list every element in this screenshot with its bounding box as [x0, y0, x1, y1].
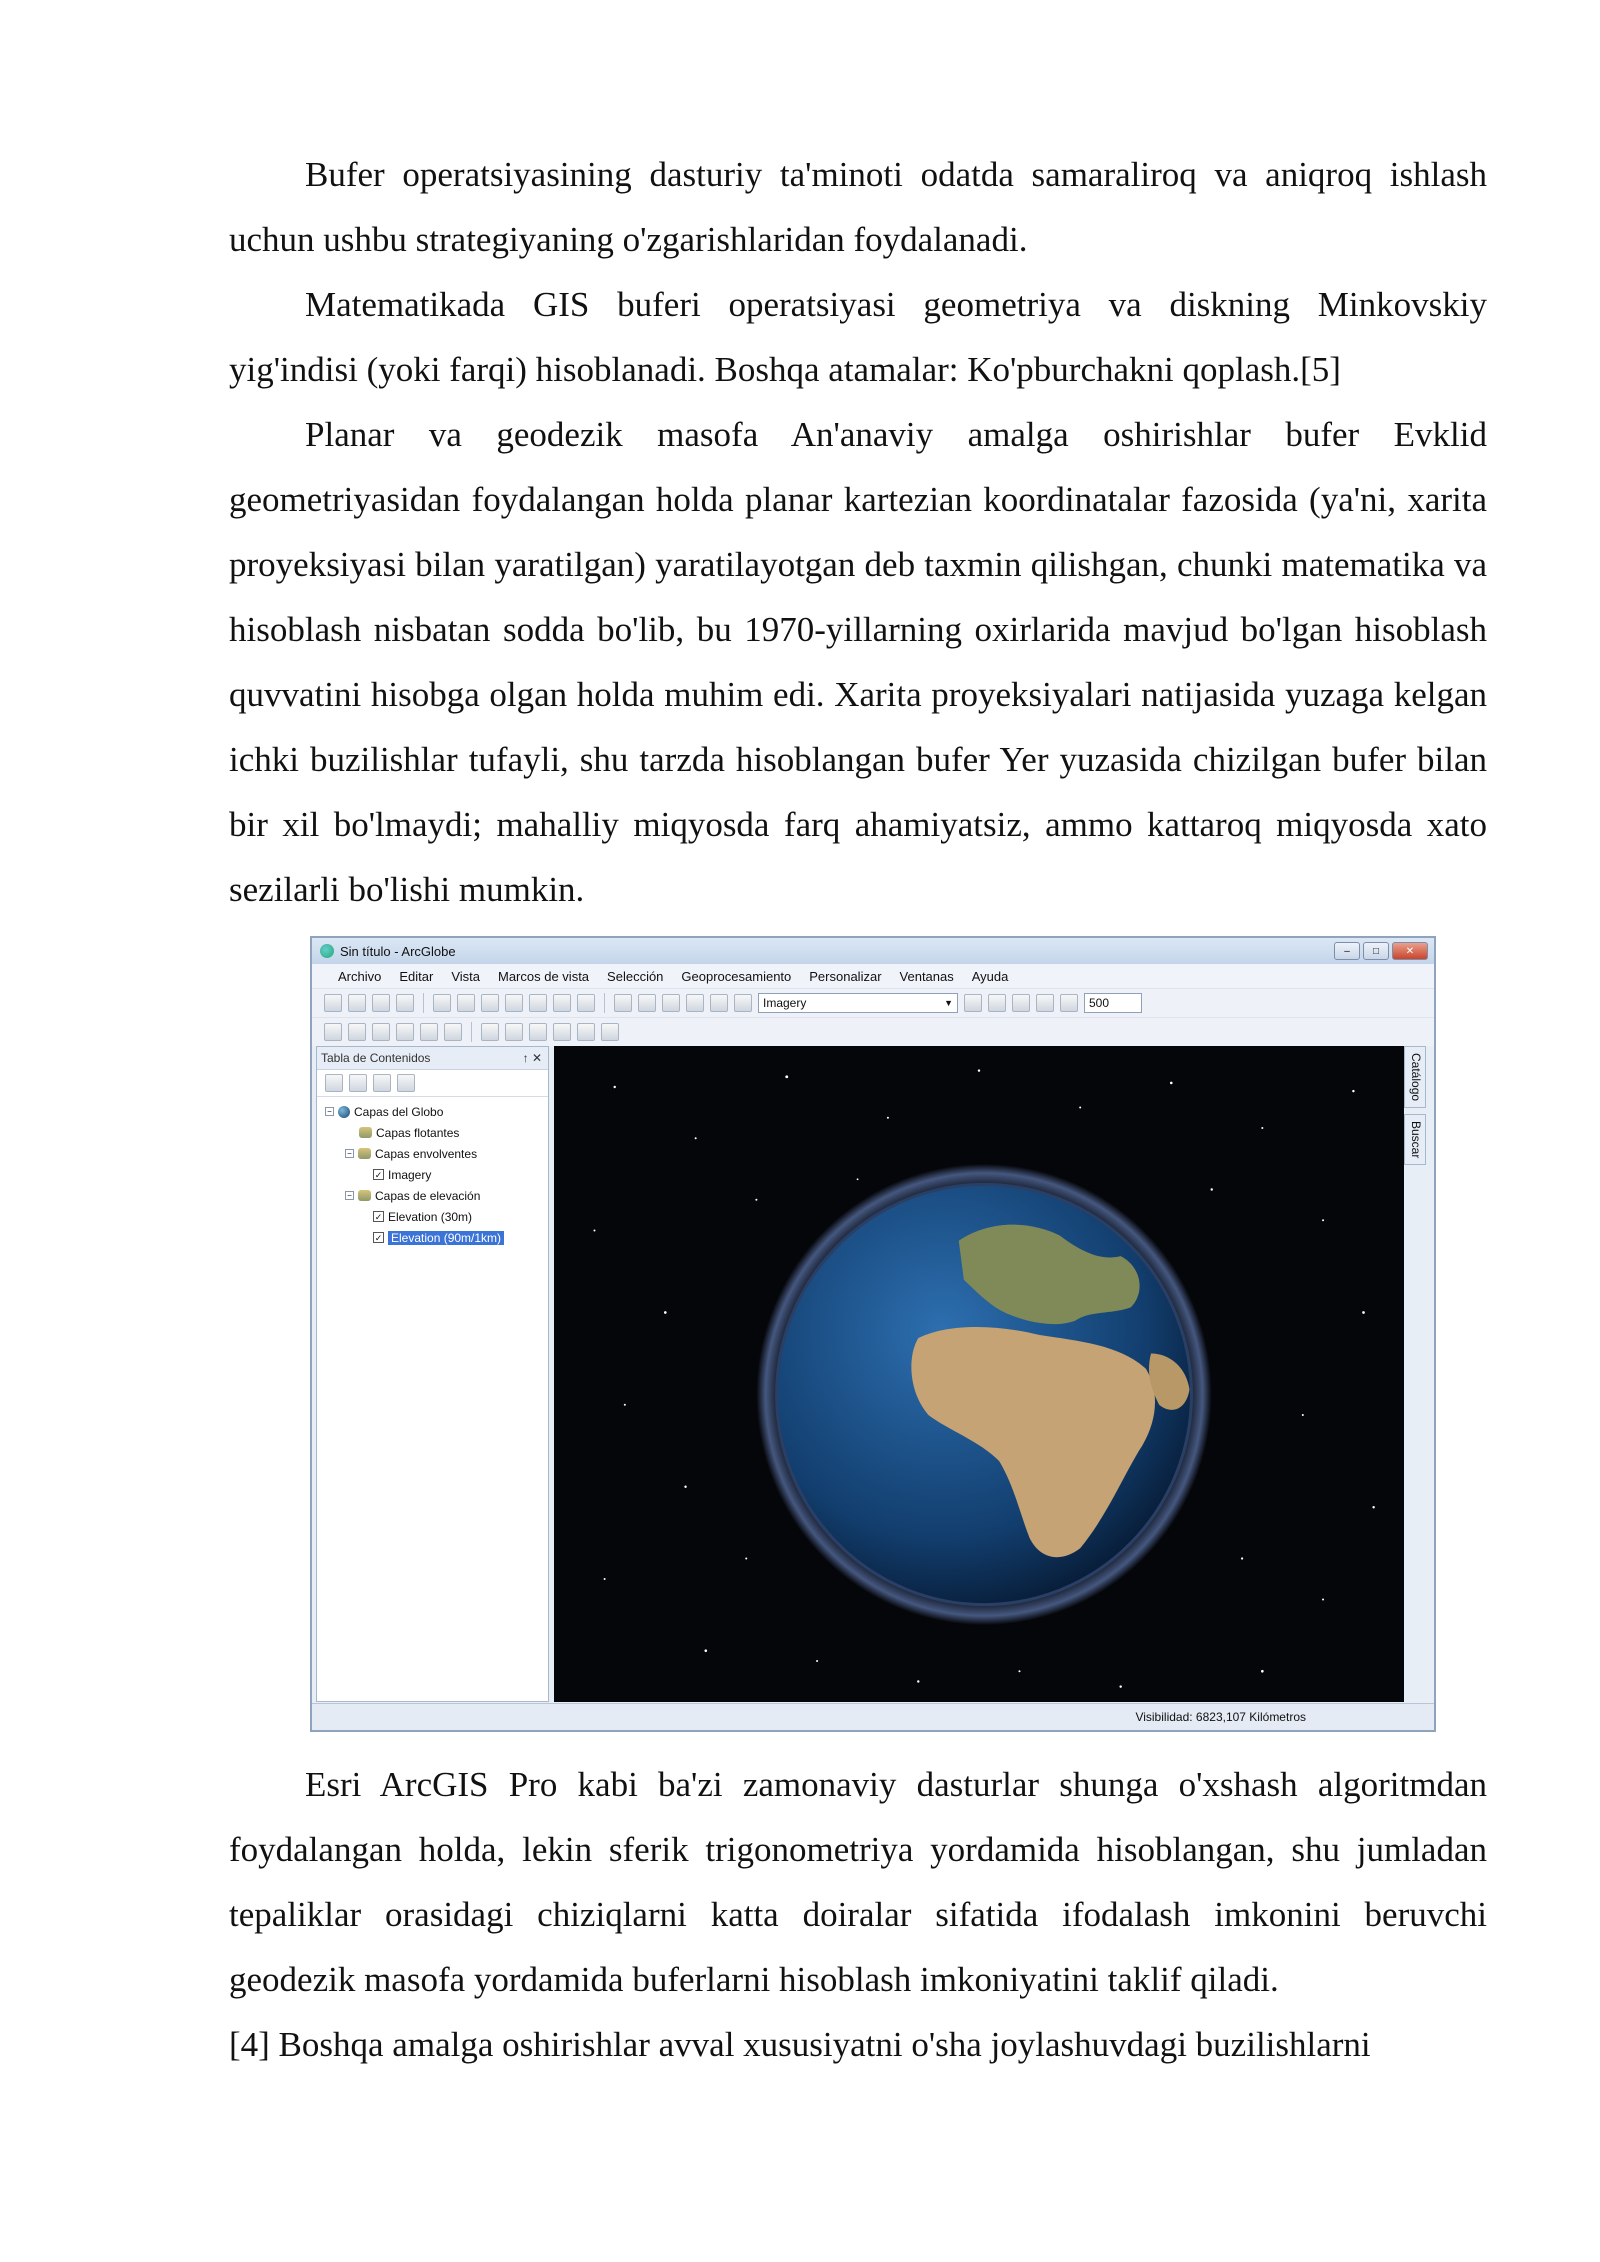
collapse-icon[interactable]: − [345, 1191, 354, 1200]
menu-item-archivo[interactable]: Archivo [338, 968, 382, 984]
tree-item-label-selected: Elevation (90m/1km) [388, 1231, 504, 1245]
navigate-icon[interactable] [324, 1023, 342, 1041]
body-text-bottom [229, 1752, 1487, 2077]
paragraph: Matematikada GIS buferi operatsiyasi geometriya va diskning Minkovskiy yig'indisi (yoki farqi) hisoblanadi. Boshqa atamalar: Ko'pburchakni qoplash.[5] [229, 285, 1487, 389]
chevron-down-icon[interactable]: ▼ [944, 998, 953, 1008]
tree-item-imagery[interactable] [321, 1164, 544, 1185]
minimize-button[interactable]: – [1334, 942, 1360, 960]
paragraph: [4] Boshqa amalga oshirishlar avval xususiyatni o'sha joylashuvdagi buzilishlarni [229, 2025, 1371, 2064]
tree-item-label: Capas del Globo [354, 1104, 444, 1119]
tree-item-elevation-90m[interactable] [321, 1227, 544, 1248]
tree-item-draped-layers[interactable] [321, 1143, 544, 1164]
copy-icon[interactable] [457, 994, 475, 1012]
open-folder-icon[interactable] [348, 994, 366, 1012]
undo-icon[interactable] [529, 994, 547, 1012]
checkbox-checked-icon[interactable]: ✓ [374, 1233, 383, 1243]
tree-item-elevation-30m[interactable] [321, 1206, 544, 1227]
layer-tool-icon[interactable] [1060, 994, 1078, 1012]
layer-tool-icon[interactable] [988, 994, 1006, 1012]
tree-item-globe-layers[interactable] [321, 1101, 544, 1122]
model-builder-icon[interactable] [734, 994, 752, 1012]
menu-item-marcos-de-vista[interactable]: Marcos de vista [498, 968, 590, 984]
close-button[interactable]: ✕ [1392, 942, 1428, 960]
checkbox-checked-icon[interactable]: ✓ [374, 1212, 383, 1222]
paste-icon[interactable] [481, 994, 499, 1012]
list-by-selection-icon[interactable] [397, 1074, 415, 1092]
tree-item-label: Capas envolventes [375, 1146, 478, 1161]
main-content [316, 1046, 1430, 1702]
collapse-icon[interactable]: − [325, 1107, 334, 1116]
layer-tree [317, 1097, 548, 1252]
globe-viewer[interactable] [554, 1046, 1404, 1702]
toc-window-icon[interactable] [614, 994, 632, 1012]
table-icon[interactable] [601, 1023, 619, 1041]
tree-item-label: Capas flotantes [376, 1125, 460, 1140]
menu-item-personalizar[interactable]: Personalizar [809, 968, 882, 984]
body-text-top [229, 142, 1487, 922]
tree-item-label: Elevation (30m) [388, 1209, 473, 1224]
toolbar-separator [604, 993, 605, 1013]
tab-search[interactable]: Buscar [1404, 1114, 1426, 1165]
arcglobe-app-icon [320, 944, 334, 958]
python-window-icon[interactable] [710, 994, 728, 1012]
cut-icon[interactable] [433, 994, 451, 1012]
layer-tool-icon[interactable] [1036, 994, 1054, 1012]
window-titlebar [312, 938, 1434, 964]
tree-item-label: Imagery [388, 1167, 432, 1182]
redo-icon[interactable] [553, 994, 571, 1012]
full-extent-icon[interactable] [420, 1023, 438, 1041]
add-data-icon[interactable] [577, 994, 595, 1012]
menu-item-ayuda[interactable]: Ayuda [971, 968, 1009, 984]
paragraph: Esri ArcGIS Pro kabi ba'zi zamonaviy dasturlar shunga o'xshash algoritmdan foydalangan holda, lekin sferik trigonometriya yordamida hisoblangan, shu jumladan tepaliklar orasidagi chiziqlarni katta doiralar sifatida ifodalash imkonini beruvchi geodezik masofa yordamida buferlarni hisoblash imkoniyatini taklif qiladi. [229, 1765, 1487, 1999]
maximize-button[interactable]: □ [1363, 942, 1389, 960]
checkbox-checked-icon[interactable]: ✓ [374, 1170, 383, 1180]
search-window-icon[interactable] [662, 994, 680, 1012]
list-by-visibility-icon[interactable] [373, 1074, 391, 1092]
list-by-source-icon[interactable] [349, 1074, 367, 1092]
measure-icon[interactable] [553, 1023, 571, 1041]
print-icon[interactable] [396, 994, 414, 1012]
paragraph: Bufer operatsiyasining dasturiy ta'minoti odatda samaraliroq va aniqroq ishlash uchun ushbu strategiyaning o'zgarishlaridan foydalanadi. [229, 155, 1487, 259]
globe-scene [554, 1046, 1404, 1702]
identify-icon[interactable] [505, 1023, 523, 1041]
toolbar-separator [471, 1022, 472, 1042]
layer-tool-icon[interactable] [1012, 994, 1030, 1012]
layer-group-icon [358, 1148, 371, 1159]
new-document-icon[interactable] [324, 994, 342, 1012]
toolbar-separator [423, 993, 424, 1013]
tools-toolbar [312, 1017, 1434, 1046]
fly-icon[interactable] [372, 1023, 390, 1041]
scale-value: 500 [1089, 996, 1110, 1010]
layer-combo[interactable] [758, 993, 958, 1013]
scale-input[interactable] [1084, 993, 1142, 1013]
center-on-target-icon[interactable] [396, 1023, 414, 1041]
table-of-contents [316, 1046, 549, 1702]
find-icon[interactable] [529, 1023, 547, 1041]
menu-item-geoprocesamiento[interactable]: Geoprocesamiento [681, 968, 792, 984]
tree-item-elevation-layers[interactable] [321, 1185, 544, 1206]
arcglobe-window [310, 936, 1436, 1732]
globe-icon [338, 1106, 350, 1118]
standard-toolbar [312, 988, 1434, 1017]
window-controls [1334, 942, 1428, 960]
list-by-drawing-order-icon[interactable] [325, 1074, 343, 1092]
menu-item-seleccion[interactable]: Selección [607, 968, 664, 984]
select-icon[interactable] [481, 1023, 499, 1041]
tab-catalog[interactable]: Catálogo [1404, 1046, 1426, 1108]
hyperlink-icon[interactable] [577, 1023, 595, 1041]
toc-header [317, 1047, 548, 1070]
pin-close-icon[interactable]: ↑ ✕ [522, 1051, 542, 1065]
visibility-readout: Visibilidad: 6823,107 Kilómetros [1135, 1710, 1306, 1724]
layer-combo-value: Imagery [763, 996, 807, 1010]
menu-item-vista[interactable]: Vista [451, 968, 480, 984]
save-icon[interactable] [372, 994, 390, 1012]
paragraph: Planar va geodezik masofa An'anaviy amalga oshirishlar bufer Evklid geometriyasidan foydalangan holda planar kartezian koordinatalar fazosida (ya'ni, xarita proyeksiyasi bilan yaratilgan) yaratilayotgan deb taxmin qilishgan, chunki matematika va hisoblash nisbatan sodda bo'lib, bu 1970-yillarning oxirlarida mavjud bo'lgan hisoblash quvvatini hisobga olgan holda muhim edi. Xarita proyeksiyalari natijasida yuzaga kelgan ichki buzilishlar tufayli, shu tarzda hisoblangan bufer Yer yuzasida chizilgan bufer bilan bir xil bo'lmaydi; mahalliy miqyosda farq ahamiyatsiz, ammo kattaroq miqyosda xato sezilarli bo'lishi mumkin. [229, 415, 1487, 909]
toc-title: Tabla de Contenidos [321, 1051, 431, 1065]
toc-toolbar [317, 1070, 548, 1097]
tree-item-floating-layers[interactable] [321, 1122, 544, 1143]
menu-item-editar[interactable]: Editar [399, 968, 434, 984]
tree-item-label: Capas de elevación [375, 1188, 481, 1203]
status-bar [312, 1703, 1434, 1730]
layer-tool-icon[interactable] [964, 994, 982, 1012]
zoom-to-target-icon[interactable] [444, 1023, 462, 1041]
menu-bar [312, 964, 1434, 988]
layer-group-icon [358, 1190, 371, 1201]
window-title: Sin título - ArcGlobe [340, 943, 456, 959]
arctoolbox-icon[interactable] [686, 994, 704, 1012]
collapse-icon[interactable]: − [345, 1149, 354, 1158]
catalog-window-icon[interactable] [638, 994, 656, 1012]
menu-item-ventanas[interactable]: Ventanas [899, 968, 954, 984]
layer-group-icon [359, 1127, 372, 1138]
side-tabs [1404, 1046, 1426, 1165]
pan-icon[interactable] [348, 1023, 366, 1041]
delete-icon[interactable] [505, 994, 523, 1012]
